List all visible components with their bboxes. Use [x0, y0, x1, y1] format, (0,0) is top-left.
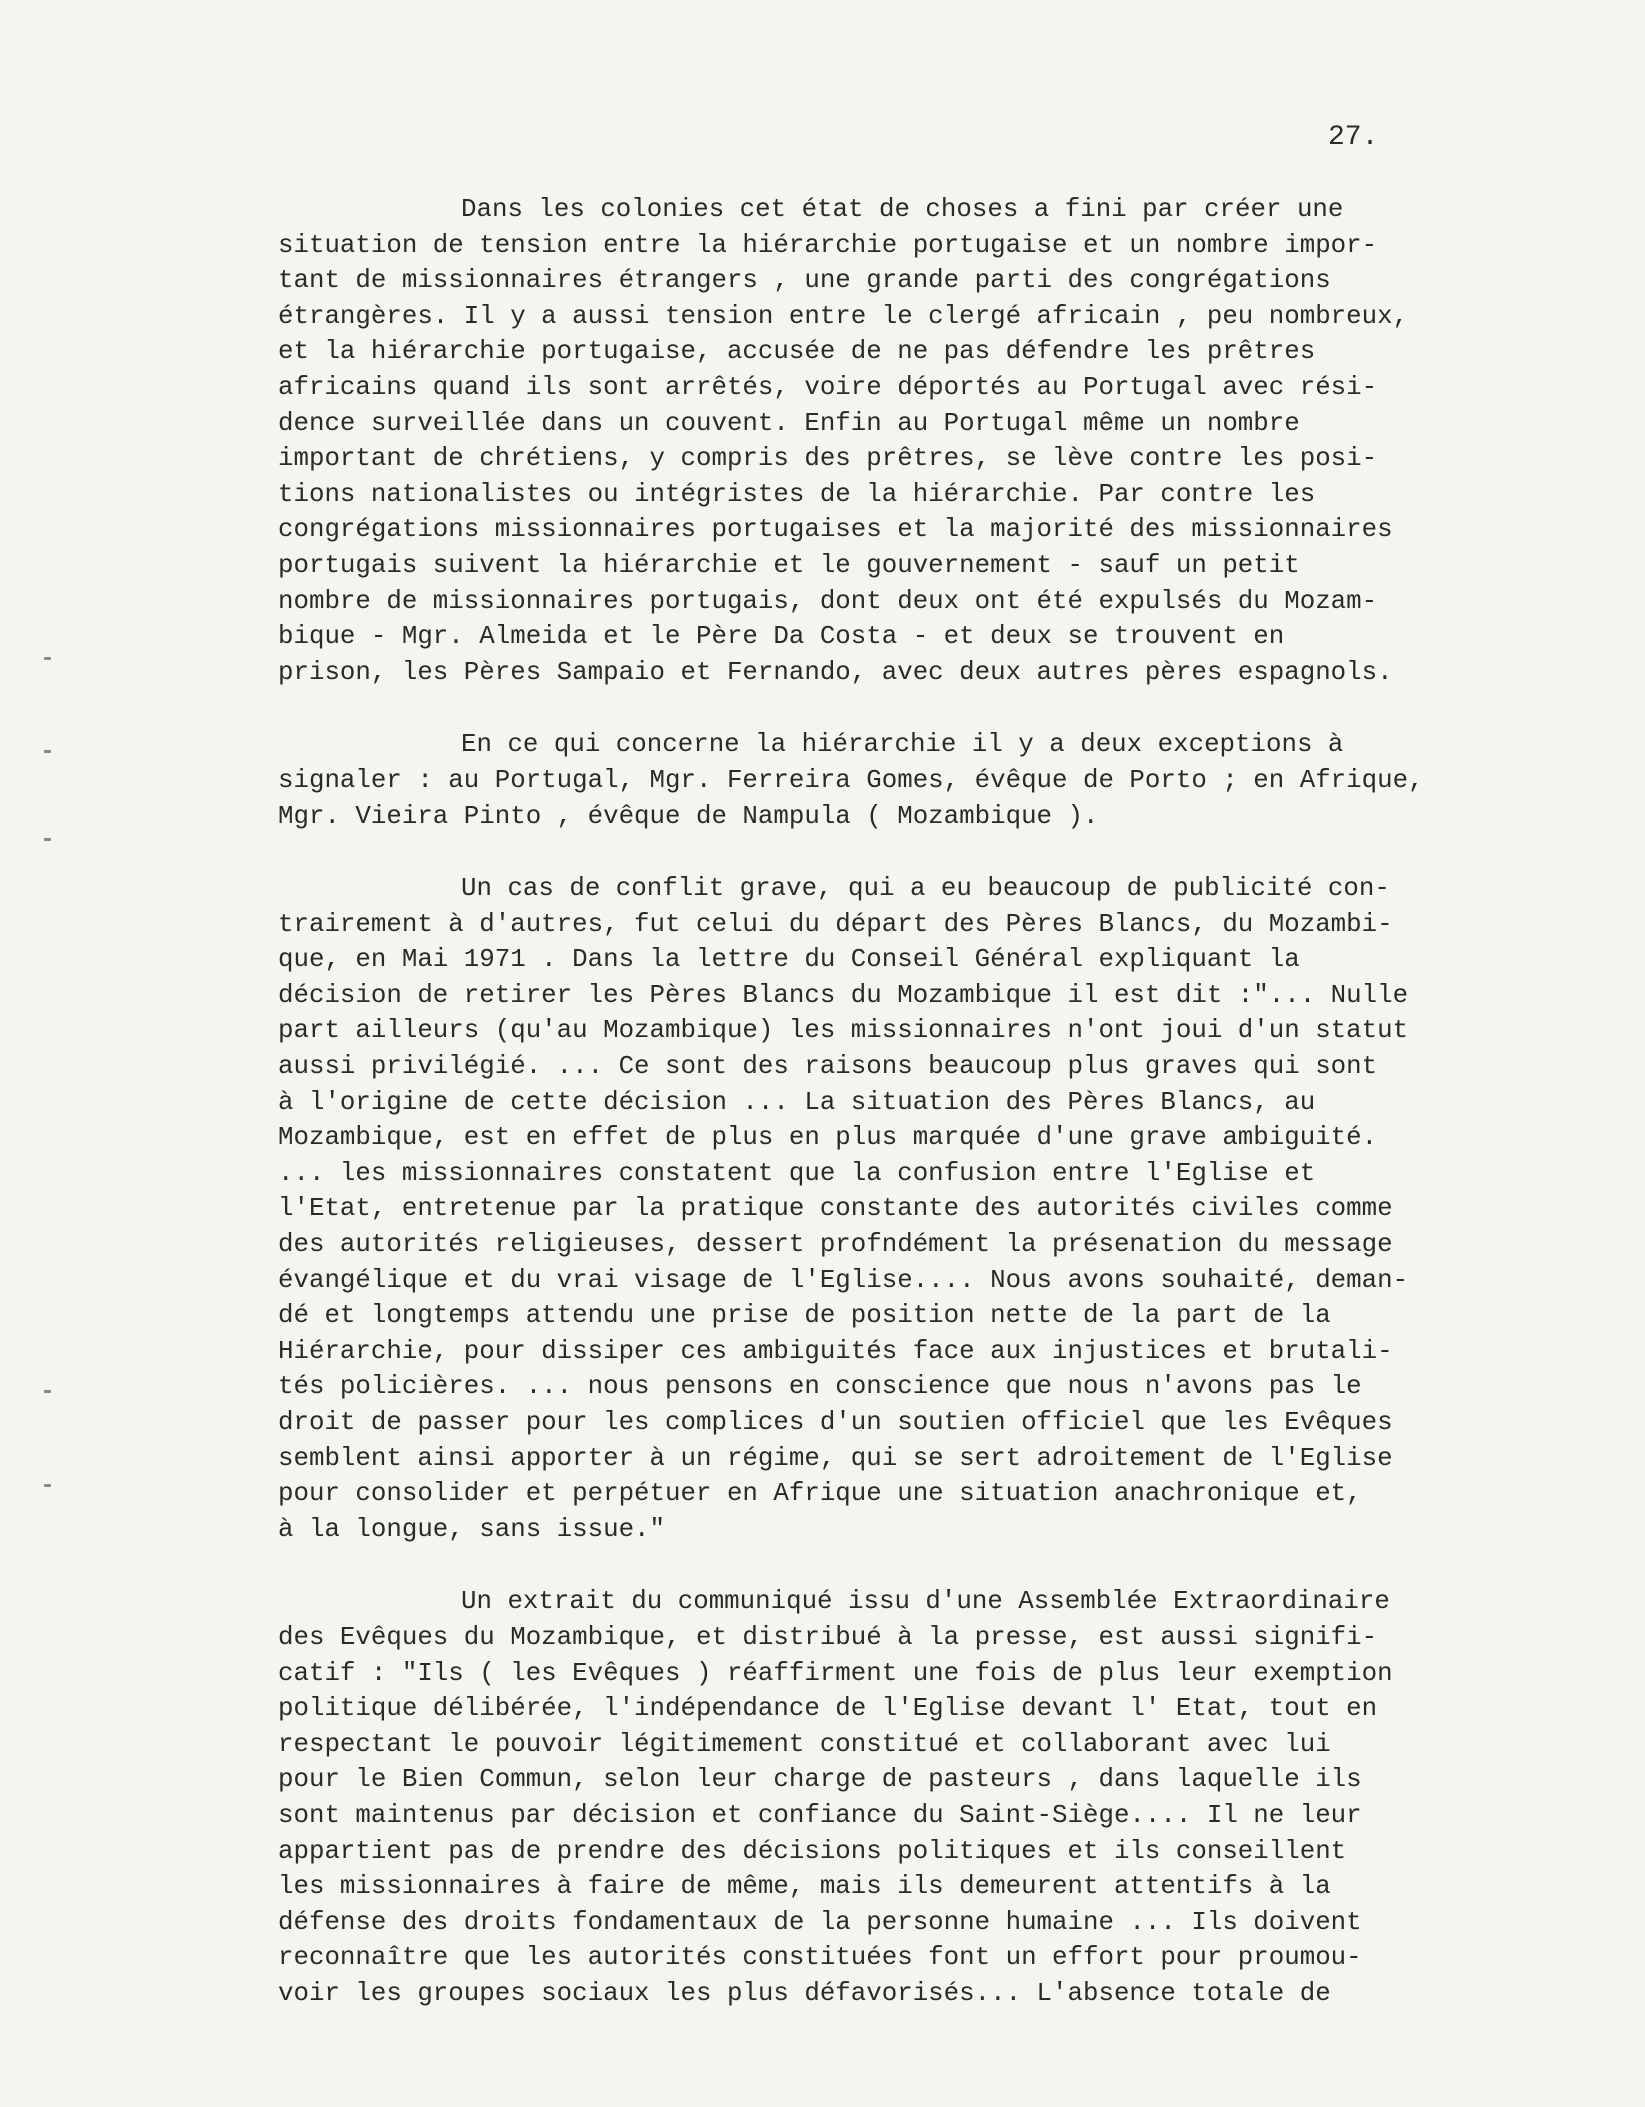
text-line: situation de tension entre la hiérarchie portugaise et un nombre impor- [278, 230, 1378, 260]
text-line: catif : "Ils ( les Evêques ) réaffirment une fois de plus leur exemption [278, 1658, 1393, 1688]
text-line: nombre de missionnaires portugais, dont deux ont été expulsés du Mozam- [278, 586, 1378, 616]
margin-mark [44, 838, 51, 841]
text-line: à l'origine de cette décision ... La situation des Pères Blancs, au [278, 1087, 1316, 1117]
margin-mark [44, 657, 51, 660]
text-line: africains quand ils sont arrêtés, voire déportés au Portugal avec rési- [278, 372, 1378, 402]
text-line: les missionnaires à faire de même, mais ils demeurent attentifs à la [278, 1872, 1331, 1902]
text-line: Un extrait du communiqué issu d'une Assemblée Extraordinaire [461, 1587, 1390, 1617]
body-text [278, 192, 1498, 2049]
text-line: évangélique et du vrai visage de l'Eglise.... Nous avons souhaité, deman- [278, 1265, 1409, 1295]
text-line: dé et longtemps attendu une prise de position nette de la part de la [278, 1301, 1331, 1331]
paragraph [278, 871, 1498, 1547]
text-line: part ailleurs (qu'au Mozambique) les missionnaires n'ont joui d'un statut [278, 1016, 1409, 1046]
text-line: politique délibérée, l'indépendance de l'Eglise devant l' Etat, tout en [278, 1694, 1378, 1724]
text-line: Un cas de conflit grave, qui a eu beaucoup de publicité con- [461, 874, 1390, 904]
text-line: important de chrétiens, y compris des prêtres, se lève contre les posi- [278, 444, 1378, 474]
text-line: tions nationalistes ou intégristes de la hiérarchie. Par contre les [278, 479, 1316, 509]
margin-mark [44, 750, 51, 753]
text-line: portugais suivent la hiérarchie et le gouvernement - sauf un petit [278, 550, 1300, 580]
margin-mark [44, 1484, 51, 1487]
text-line: et la hiérarchie portugaise, accusée de ne pas défendre les prêtres [278, 337, 1316, 367]
text-line: tés policières. ... nous pensons en conscience que nous n'avons pas le [278, 1372, 1362, 1402]
paragraph [278, 727, 1498, 834]
text-line: dence surveillée dans un couvent. Enfin au Portugal même un nombre [278, 408, 1300, 438]
text-line: étrangères. Il y a aussi tension entre le clergé africain , peu nombreux, [278, 301, 1409, 331]
text-line: aussi privilégié. ... Ce sont des raisons beaucoup plus graves qui sont [278, 1052, 1378, 1082]
text-line: En ce qui concerne la hiérarchie il y a deux exceptions à [461, 730, 1344, 760]
text-line: reconnaître que les autorités constituées font un effort pour proumou- [278, 1943, 1362, 1973]
text-line: tant de missionnaires étrangers , une grande parti des congrégations [278, 266, 1331, 296]
text-line: signaler : au Portugal, Mgr. Ferreira Gomes, évêque de Porto ; en Afrique, [278, 765, 1424, 795]
text-line: des autorités religieuses, dessert profndément la présenation du message [278, 1230, 1393, 1260]
text-line: Hiérarchie, pour dissiper ces ambiguités face aux injustices et brutali- [278, 1336, 1393, 1366]
text-line: Dans les colonies cet état de choses a fini par créer une [461, 195, 1344, 224]
text-line: l'Etat, entretenue par la pratique constante des autorités civiles comme [278, 1194, 1393, 1224]
text-line: que, en Mai 1971 . Dans la lettre du Conseil Général expliquant la [278, 945, 1300, 975]
paragraph [278, 1584, 1498, 2011]
text-line: décision de retirer les Pères Blancs du Mozambique il est dit :"... Nulle [278, 980, 1409, 1010]
text-line: Mgr. Vieira Pinto , évêque de Nampula ( Mozambique ). [278, 801, 1099, 831]
text-line: sont maintenus par décision et confiance du Saint-Siège.... Il ne leur [278, 1800, 1362, 1830]
text-line: appartient pas de prendre des décisions politiques et ils conseillent [278, 1836, 1347, 1866]
text-line: pour le Bien Commun, selon leur charge de pasteurs , dans laquelle ils [278, 1765, 1362, 1795]
page-number: 27. [1328, 122, 1379, 153]
text-line: trairement à d'autres, fut celui du départ des Pères Blancs, du Mozambi- [278, 909, 1393, 939]
text-line: pour consolider et perpétuer en Afrique une situation anachronique et, [278, 1479, 1362, 1509]
text-line: voir les groupes sociaux les plus défavorisés... L'absence totale de [278, 1978, 1331, 2008]
text-line: droit de passer pour les complices d'un soutien officiel que les Evêques [278, 1408, 1393, 1437]
text-line: défense des droits fondamentaux de la personne humaine ... Ils doivent [278, 1907, 1362, 1937]
text-line: bique - Mgr. Almeida et le Père Da Costa - et deux se trouvent en [278, 622, 1285, 652]
text-line: prison, les Pères Sampaio et Fernando, avec deux autres pères espagnols. [278, 657, 1393, 687]
text-line: ... les missionnaires constatent que la confusion entre l'Eglise et [278, 1158, 1316, 1188]
text-line: congrégations missionnaires portugaises et la majorité des missionnaires [278, 515, 1393, 545]
margin-mark [44, 1390, 51, 1393]
text-line: respectant le pouvoir légitimement constitué et collaborant avec lui [278, 1729, 1331, 1759]
text-line: à la longue, sans issue." [278, 1514, 666, 1544]
text-line: Mozambique, est en effet de plus en plus marquée d'une grave ambiguité. [278, 1123, 1378, 1153]
text-line: des Evêques du Mozambique, et distribué à la presse, est aussi signifi- [278, 1622, 1378, 1652]
text-line: semblent ainsi apporter à un régime, qui se sert adroitement de l'Eglise [278, 1443, 1393, 1473]
paragraph [278, 192, 1498, 690]
